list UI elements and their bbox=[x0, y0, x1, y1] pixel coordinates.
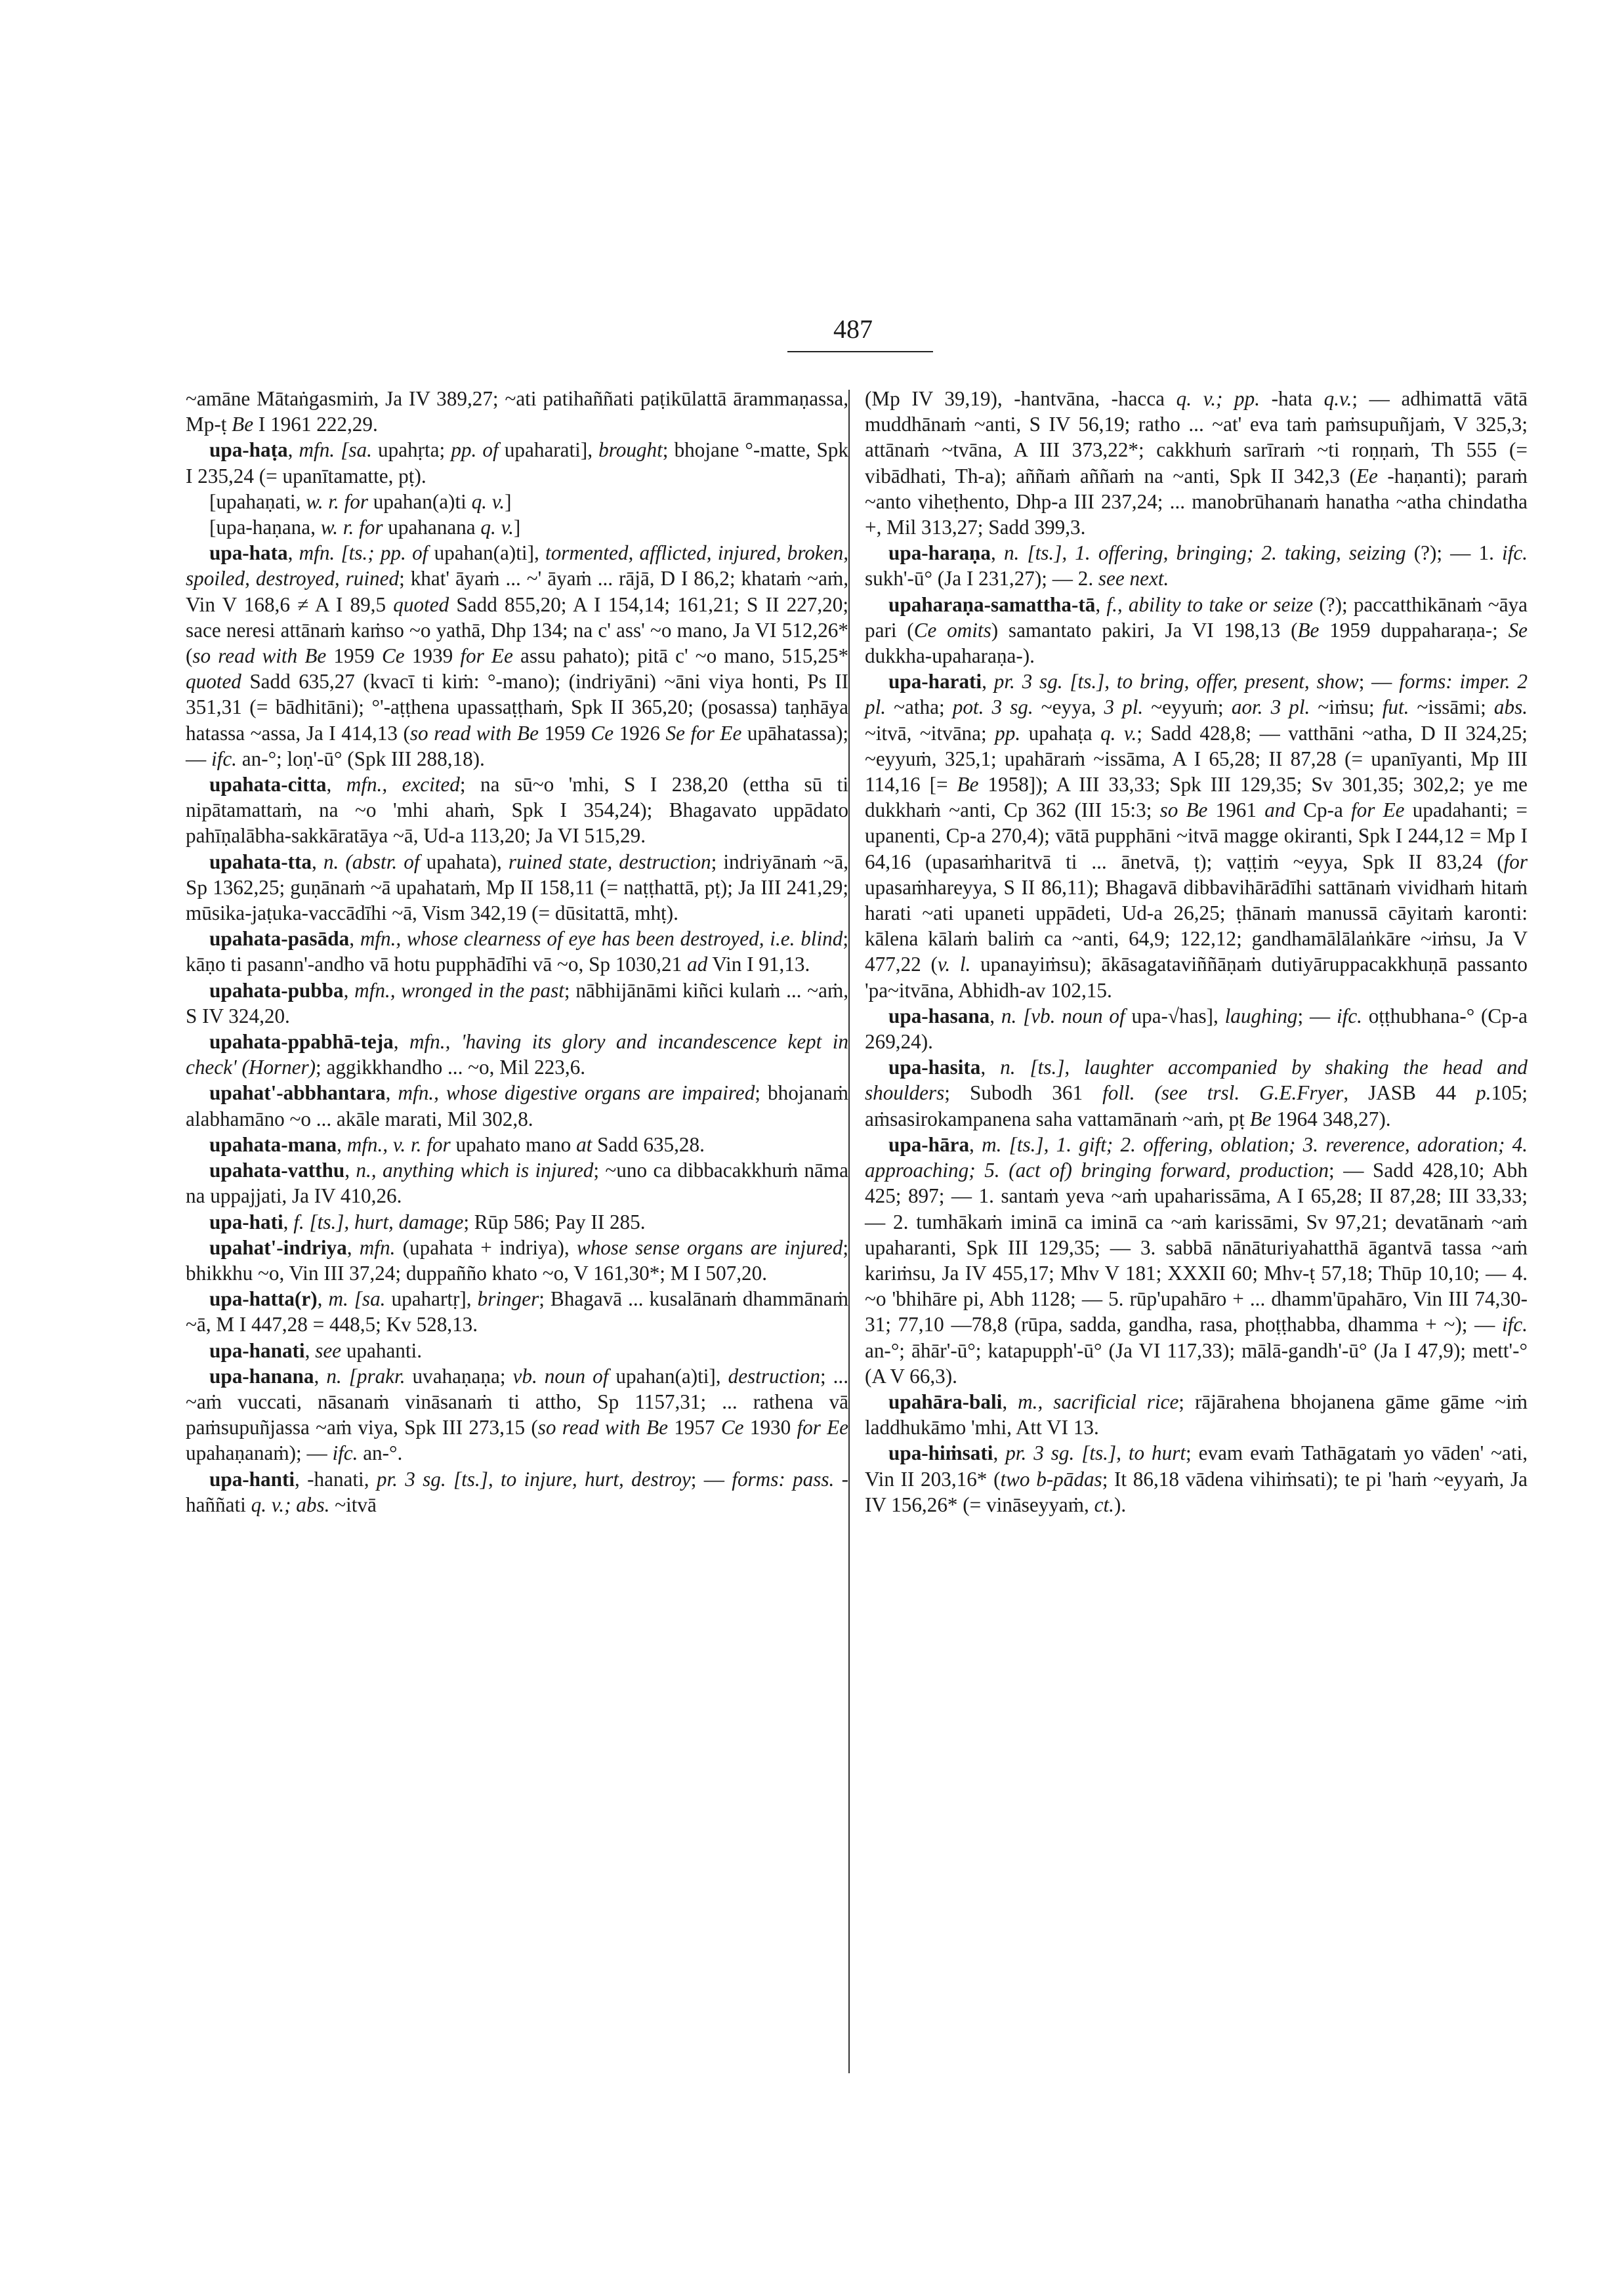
entry-headword: upa-haṭa bbox=[209, 438, 288, 462]
entry-text: aor. 3 pl. bbox=[1231, 695, 1310, 719]
entry-text: Se for Ee bbox=[665, 721, 742, 745]
entry-text: ; indriyānaṁ ~ā, Sp 1362,25; guṇānaṁ ~ā upahataṁ, Mp II 158,11 (= naṭṭhattā, pṭ); Ja III 241,29; mūsika-jaṭuka-vaccādīhi ~ā, Vism 342,19 (= dūsitattā, mhṭ). bbox=[186, 850, 848, 925]
dictionary-entry bbox=[186, 1132, 848, 1157]
entry-text: , bbox=[990, 541, 1004, 565]
entry-text: brought bbox=[598, 438, 663, 462]
entry-text: Sadd 635,28. bbox=[592, 1132, 705, 1156]
entry-text: mfn. [ts.; pp. of bbox=[299, 541, 428, 565]
entry-text: for bbox=[1503, 850, 1528, 873]
entry-text: 1958]); A III 33,33; Spk III 129,35; Sv 301,35; 302,2; ye me dukkhaṁ ~anti, Cp 362 (III 15:3; bbox=[865, 773, 1528, 822]
entry-text: n. [ts.], 1. offering, bringing; 2. taking, seizing bbox=[1003, 541, 1406, 565]
entry-text: ~itvā bbox=[329, 1493, 377, 1516]
entry-headword: upaharaṇa-samattha-tā bbox=[888, 592, 1096, 616]
entry-text: forms: imper. 2 pl. bbox=[865, 670, 1528, 719]
entry-text: pp. of bbox=[451, 438, 499, 462]
entry-text: 1926 bbox=[614, 721, 666, 745]
entry-text: ; nābhijānāmi kiñci kulaṁ ... ~aṁ, S IV 324,20. bbox=[186, 978, 849, 1027]
entry-text: 1957 bbox=[667, 1416, 721, 1439]
entry-text: ; kāṇo ti pasann'-andho vā hotu pupphādīhi vā ~o, Sp 1030,21 bbox=[186, 927, 848, 976]
entry-text: upahanti. bbox=[341, 1338, 423, 1362]
entry-text: m. [sa. bbox=[328, 1287, 386, 1311]
page-number: 487 bbox=[833, 314, 873, 344]
entry-text: ; ... ~aṁ vuccati, nāsanaṁ vināsanaṁ ti attho, Sp 1157,31; ... rathena vā paṁsupuñjassa ~aṁ viya, Spk III 273,15 ( bbox=[186, 1364, 849, 1439]
entry-text: , bbox=[337, 1132, 347, 1156]
entry-text: , bbox=[343, 978, 355, 1002]
entry-text: , bbox=[393, 1030, 409, 1054]
entry-text: , bbox=[980, 1056, 1001, 1079]
entry-text: ; — bbox=[690, 1467, 732, 1491]
entry-text: , bbox=[993, 1441, 1006, 1465]
entry-text: ; aggikkhandho ... ~o, Mil 223,6. bbox=[316, 1056, 586, 1079]
dictionary-entry bbox=[186, 1286, 848, 1337]
entry-text: upahan(a)ti], bbox=[428, 541, 546, 565]
dictionary-entry bbox=[865, 1440, 1528, 1518]
entry-text: ct. bbox=[1094, 1493, 1114, 1516]
entry-text: upadahanti; = upanenti, Cp-a 270,4); vātā pupphāni ~itvā magge okiranti, Spk I 244,12 = Mp I 64,16 (upasaṁharitvā ti ... ānetvā, ṭ); vaṭṭiṁ ~eyya, Spk II 83,24 ( bbox=[865, 798, 1528, 873]
entry-text: Se bbox=[1508, 618, 1528, 642]
entry-text: Vin I 91,13. bbox=[707, 953, 810, 976]
entry-text: mfn., whose clearness of eye has been destroyed, i.e. blind bbox=[360, 927, 843, 951]
entry-text: v. l. bbox=[937, 953, 971, 976]
entry-headword: upahata-citta bbox=[209, 773, 327, 796]
entry-text: , bbox=[311, 850, 323, 873]
dictionary-entry bbox=[186, 489, 848, 514]
dictionary-entry bbox=[186, 1466, 848, 1518]
entry-text: ~eyya, bbox=[1033, 695, 1104, 719]
entry-text: ; bhikkhu ~o, Vin III 37,24; duppañño khato ~o, V 161,30*; M I 507,20. bbox=[186, 1235, 848, 1285]
entry-text: Sadd 855,20; A I 154,14; 161,21; S II 227,20; sace neresi attānaṁ kaṁso ~o yathā, Dhp 134; na c' ass' ~o mano, Ja VI 512,26* ( bbox=[186, 592, 848, 668]
entry-text: , bbox=[287, 541, 299, 565]
dictionary-entry bbox=[186, 978, 848, 1029]
entry-text: , -hanati, bbox=[295, 1467, 377, 1491]
entry-text: , bbox=[1002, 1390, 1018, 1413]
entry-headword: upahata-pasāda bbox=[209, 927, 350, 951]
dictionary-entry bbox=[865, 1054, 1528, 1132]
entry-text: upahanana bbox=[383, 516, 481, 539]
entry-text: tormented, afflicted, injured, broken, spoiled, destroyed, ruined bbox=[186, 541, 848, 590]
dictionary-entry bbox=[865, 1132, 1528, 1389]
dictionary-entry bbox=[186, 772, 848, 849]
entry-headword: upahat'-abbhantara bbox=[209, 1081, 386, 1105]
entry-text: [upa-haṇana, bbox=[209, 516, 321, 539]
entry-text: q. v. bbox=[471, 489, 505, 513]
entry-text: ifc. bbox=[1502, 1313, 1528, 1336]
entry-text: pr. 3 sg. [ts.], to hurt bbox=[1005, 1441, 1186, 1465]
entry-text: fut. bbox=[1382, 695, 1409, 719]
entry-text: ; na sū~o 'mhi, S I 238,20 (ettha sū ti nipātamattaṁ, na ~o 'mhi ahaṁ, Spk I 354,24); Bhagavato uppādato pahīṇalābha-sakkāratāya ~ā, Ud-a 113,20; Ja VI 515,29. bbox=[186, 773, 848, 848]
entry-text: vb. noun of bbox=[512, 1364, 609, 1388]
entry-text: an-°; loṇ'-ū° (Spk III 288,18). bbox=[236, 747, 485, 770]
left-column bbox=[186, 386, 848, 1518]
entry-text: ) samantato pakiri, Ja VI 198,13 ( bbox=[991, 618, 1298, 642]
entry-text: ~itvā, ~itvāna; bbox=[865, 721, 995, 745]
entry-text: , bbox=[287, 438, 299, 462]
entry-text: ifc. bbox=[332, 1441, 358, 1465]
entry-text: Ce omits bbox=[913, 618, 991, 642]
entry-headword: upa-hatta(r) bbox=[209, 1287, 318, 1311]
entry-headword: upahāra-bali bbox=[888, 1390, 1003, 1413]
entry-text: so read with Be bbox=[537, 1416, 668, 1439]
entry-text: p. bbox=[1476, 1081, 1491, 1105]
entry-text: n. [prakr. bbox=[326, 1364, 406, 1388]
entry-text: oṭṭhubhana-° (Cp-a 269,24). bbox=[865, 1004, 1528, 1054]
entry-text: , bbox=[314, 1364, 327, 1388]
entry-text: mfn., wronged in the past bbox=[354, 978, 564, 1002]
entry-headword: upahata-pubba bbox=[209, 978, 344, 1002]
entry-text: foll. (see trsl. G.E.Fryer bbox=[1102, 1081, 1344, 1105]
entry-text: f. [ts.], hurt, damage bbox=[293, 1210, 464, 1233]
entry-headword: upahata-mana bbox=[209, 1132, 337, 1156]
entry-text: ; — bbox=[1297, 1004, 1337, 1027]
entry-text: for Ee bbox=[460, 644, 513, 668]
entry-text: 105; aṁsasirokampanena saha vattamānaṁ ~aṁ, pṭ bbox=[865, 1081, 1528, 1130]
entry-text: bringer bbox=[477, 1287, 539, 1311]
entry-text: ] bbox=[513, 516, 521, 539]
entry-headword: upa-hanati bbox=[209, 1338, 305, 1362]
dictionary-entry bbox=[865, 1389, 1528, 1440]
entry-text: quoted bbox=[186, 670, 241, 693]
entry-text: I 1961 222,29. bbox=[253, 413, 378, 436]
entry-text: and bbox=[1264, 798, 1295, 822]
entry-text: Sadd 635,27 (kvacī ti kiṁ: °-mano); (indriyāni) ~āni viya honti, Ps II 351,31 (= bādhitāni); °'-aṭṭhena upassaṭṭhaṁ, Spk II 365,20; (posassa) taṇhāya hatassa ~assa, Ja I 414,13 ( bbox=[186, 670, 848, 745]
entry-text: -haññati bbox=[186, 1467, 849, 1516]
entry-text: upahṛta; bbox=[371, 438, 451, 462]
entry-text: see bbox=[315, 1338, 342, 1362]
entry-text: see next. bbox=[1098, 567, 1169, 590]
entry-text: so Be bbox=[1159, 798, 1208, 822]
entry-text: pp. bbox=[995, 721, 1021, 745]
entry-headword: upahata-vatthu bbox=[209, 1159, 345, 1182]
entry-text: upahaṇanaṁ); — bbox=[186, 1441, 333, 1465]
entry-headword: upa-hasita bbox=[888, 1056, 981, 1079]
entry-text: ~atha; bbox=[886, 695, 953, 719]
entry-text: -haṇanti); paraṁ ~anto viheṭhento, Dhp-a III 237,24; ... manobrūhanaṁ hanatha ~atha chindatha +, Mil 313,27; Sadd 399,3. bbox=[865, 464, 1528, 539]
entry-text: upahan(a)ti], bbox=[608, 1364, 728, 1388]
entry-text: , bbox=[969, 1132, 982, 1156]
entry-text: ifc. bbox=[1336, 1004, 1362, 1027]
entry-text: w. r. for bbox=[306, 489, 368, 513]
right-column bbox=[865, 386, 1528, 1518]
entry-text: for Ee bbox=[797, 1416, 848, 1439]
entry-text: , bbox=[1095, 592, 1107, 616]
entry-text: , bbox=[317, 1287, 329, 1311]
entry-text: 3 pl. bbox=[1104, 695, 1144, 719]
entry-text: , bbox=[989, 1004, 1001, 1027]
entry-text: assu pahato); pitā c' ~o mano, 515,25* bbox=[512, 644, 849, 668]
entry-text: ; Sadd 428,8; — vatthāni ~atha, D II 324,25; ~eyyuṁ, 325,1; upahāraṁ ~issāma, A I 65,28; II 87,28 (= upanīyanti, Mp III 114,16 [= bbox=[865, 721, 1528, 796]
entry-text: whose sense organs are injured bbox=[576, 1235, 843, 1259]
entry-headword: upahat'-indriya bbox=[209, 1235, 347, 1259]
entry-text: upahata), bbox=[419, 850, 509, 873]
dictionary-entry bbox=[186, 1157, 848, 1209]
entry-headword: upa-hasana bbox=[888, 1004, 990, 1027]
entry-text: Cp-a bbox=[1295, 798, 1352, 822]
entry-text: laughing bbox=[1224, 1004, 1298, 1027]
entry-text: 1930 bbox=[743, 1416, 797, 1439]
entry-text: 1959 duppaharaṇa-; bbox=[1319, 618, 1509, 642]
entry-text: mfn., excited bbox=[346, 773, 460, 796]
entry-text: , bbox=[326, 773, 346, 796]
entry-text: two b-pādas bbox=[1000, 1467, 1102, 1491]
entry-text: so read with Be bbox=[409, 721, 539, 745]
entry-text: mfn., whose digestive organs are impaired bbox=[398, 1081, 755, 1105]
entry-text: upahato mano bbox=[450, 1132, 577, 1156]
entry-text: 1961 bbox=[1207, 798, 1265, 822]
entry-text: upahartṛ], bbox=[385, 1287, 478, 1311]
entry-text: forms: pass. bbox=[732, 1467, 835, 1491]
entry-text: upasaṁhareyya, S II 86,11); Bhagavā dibbavihārādīhi sattānaṁ vividhaṁ hitaṁ harati ~ati upaneti uppādeti, Ud-a 26,25; ṭhānaṁ manussā cāyitaṁ karonti: kālena kālaṁ baliṁ ca ~anti, 64,9; 122,12; gandhamālālaṅkāre ~iṁsu, Ja V 477,22 ( bbox=[865, 875, 1528, 976]
column-divider bbox=[848, 390, 850, 2073]
entry-text: n. (abstr. of bbox=[323, 850, 420, 873]
entry-text: q. v.; abs. bbox=[251, 1493, 330, 1516]
entry-text: quoted bbox=[393, 592, 449, 616]
entry-text: , bbox=[304, 1338, 316, 1362]
entry-text: ; bhojanaṁ alabhamāno ~o ... akāle marati, Mil 302,8. bbox=[186, 1081, 848, 1130]
entry-text: Be bbox=[1297, 618, 1320, 642]
entry-headword: upahata-ppabhā-teja bbox=[209, 1030, 394, 1054]
page-number-rule bbox=[787, 351, 933, 352]
entry-text: ; ~uno ca dibbacakkhuṁ nāma na uppajjati, Ja IV 410,26. bbox=[186, 1159, 848, 1208]
entry-text: n. [ts.], laughter accompanied by shaking the head and shoulders bbox=[865, 1056, 1528, 1105]
entry-text: upahaṭa bbox=[1020, 721, 1101, 745]
entry-text: , bbox=[344, 1159, 356, 1182]
entry-text: dukkha-upaharaṇa-). bbox=[865, 644, 1035, 668]
entry-text: ~iṁsu; bbox=[1310, 695, 1383, 719]
dictionary-entry bbox=[186, 540, 848, 772]
entry-text: an-°; āhār'-ū°; katapupph'-ū° (Ja VI 117,33); mālā-gandh'-ū° (Ja I 47,9); mett'-° (A V 66,3). bbox=[865, 1338, 1528, 1388]
dictionary-entry bbox=[865, 592, 1528, 669]
entry-headword: upa-hanti bbox=[209, 1467, 295, 1491]
entry-text: upaharati], bbox=[498, 438, 599, 462]
entry-text: ad bbox=[686, 953, 708, 976]
entry-text: q.v. bbox=[1323, 387, 1352, 410]
dictionary-entry bbox=[186, 1080, 848, 1131]
entry-text: m. [ts.], 1. gift; 2. offering, oblation; 3. reverence, adoration; 4. approaching; 5. (act of) bringing forward, production bbox=[865, 1132, 1528, 1182]
entry-text: -hata bbox=[1260, 387, 1324, 410]
dictionary-entry bbox=[865, 540, 1528, 591]
entry-text: ; It 86,18 vādena vihiṁsati); te pi 'haṁ ~eyyaṁ, Ja IV 156,26* (= vināseyyaṁ, bbox=[865, 1467, 1528, 1516]
entry-text: (Mp IV 39,19), -hantvāna, -hacca bbox=[865, 387, 1176, 410]
dictionary-entry bbox=[186, 1235, 848, 1286]
dictionary-entry bbox=[865, 669, 1528, 1003]
entry-headword: upa-harati bbox=[888, 670, 982, 693]
entry-text: upahan(a)ti bbox=[367, 489, 472, 513]
entry-text: uvahaṇaṇa; bbox=[405, 1364, 513, 1388]
entry-text: mfn., v. r. for bbox=[346, 1132, 451, 1156]
entry-text: ; Bhagavā ... kusalānaṁ dhammānaṁ ~ā, M I 447,28 = 448,5; Kv 528,13. bbox=[186, 1287, 848, 1336]
entry-text: (?); — 1. bbox=[1405, 541, 1503, 565]
entry-text: pr. 3 sg. [ts.], to injure, hurt, destroy bbox=[376, 1467, 691, 1491]
entry-text: ruined state, destruction bbox=[508, 850, 711, 873]
entry-text: ; evam evaṁ Tathāgataṁ yo vāden' ~ati, Vin II 203,16* ( bbox=[865, 1441, 1528, 1491]
entry-text: ~issāmi; bbox=[1409, 695, 1494, 719]
dictionary-entry bbox=[186, 386, 848, 437]
entry-text: pr. 3 sg. [ts.], to bring, offer, present, show bbox=[993, 670, 1359, 693]
entry-text: destruction bbox=[728, 1364, 820, 1388]
entry-headword: upa-haraṇa bbox=[888, 541, 991, 565]
entry-text: abs. bbox=[1493, 695, 1528, 719]
dictionary-entry bbox=[186, 926, 848, 977]
entry-text: (?); paccatthikānaṁ ~āya pari ( bbox=[865, 592, 1528, 642]
dictionary-entry bbox=[186, 1338, 848, 1363]
entry-text: 1959 bbox=[326, 644, 382, 668]
dictionary-entry bbox=[865, 1003, 1528, 1054]
entry-text: Ce bbox=[381, 644, 405, 668]
dictionary-entry bbox=[186, 1029, 848, 1080]
entry-text: ifc. bbox=[1502, 541, 1528, 565]
entry-text: 1959 bbox=[538, 721, 591, 745]
entry-text: q. v. bbox=[480, 516, 514, 539]
entry-text: ; — bbox=[1358, 670, 1400, 693]
entry-text: upa-√has], bbox=[1125, 1004, 1225, 1027]
dictionary-entry bbox=[186, 1209, 848, 1235]
entry-text: upāhatassa); — bbox=[186, 721, 849, 770]
dictionary-entry bbox=[186, 437, 848, 488]
dictionary-entry bbox=[865, 386, 1528, 540]
entry-text: Ce bbox=[591, 721, 614, 745]
entry-text: ; rājārahena bhojanena gāme gāme ~iṁ laddhukāmo 'mhi, Att VI 13. bbox=[865, 1390, 1528, 1439]
entry-text: Be bbox=[957, 773, 979, 796]
entry-headword: upa-hati bbox=[209, 1210, 283, 1233]
entry-text: sukh'-ū° (Ja I 231,27); — 2. bbox=[865, 567, 1098, 590]
entry-text: ). bbox=[1114, 1493, 1127, 1516]
dictionary-entry bbox=[186, 849, 848, 926]
entry-text: Be bbox=[1249, 1107, 1272, 1130]
entry-text: pot. 3 sg. bbox=[952, 695, 1033, 719]
entry-text: m., sacrificial rice bbox=[1018, 1390, 1179, 1413]
entry-text: n. [vb. noun of bbox=[1001, 1004, 1125, 1027]
entry-text: ] bbox=[505, 489, 512, 513]
dictionary-entry bbox=[186, 1363, 848, 1466]
entry-text: f., ability to take or seize bbox=[1106, 592, 1314, 616]
entry-text: q. v. bbox=[1100, 721, 1137, 745]
entry-text: ; bhojane °-matte, Spk I 235,24 (= upanītamatte, pṭ). bbox=[186, 438, 848, 487]
entry-text: ~eyyuṁ; bbox=[1143, 695, 1232, 719]
entry-text: Ee bbox=[1356, 464, 1378, 487]
entry-text: [upahaṇati, bbox=[209, 489, 306, 513]
entry-text: , bbox=[385, 1081, 398, 1105]
entry-text: mfn. [sa. bbox=[299, 438, 372, 462]
entry-text: ; — Sadd 428,10; Abh 425; 897; — 1. santaṁ yeva ~aṁ upaharissāma, A I 65,28; II 87,28; III 33,33; — 2. tumhākaṁ iminā ca iminā ca ~aṁ karissāmi, Sv 97,21; devatānaṁ ~aṁ upaharanti, Spk III 129,35; — 3. sabbā nānāturiyahatthā āgantvā tassa ~aṁ kariṁsu, Ja IV 455,17; Mhv V 181; XXXII 60; Mhv-ṭ 57,18; Thūp 10,10; — 4. ~o 'bhihāre pi, Abh 1128; — 5. rūp'upahāro + ... dhamm'ūpahāro, Vin III 74,30-31; 77,10 —78,8 (rūpa, sadda, gandha, rasa, phoṭṭhabba, dhamma + ~); — bbox=[865, 1159, 1528, 1336]
entry-text: ifc. bbox=[211, 747, 237, 770]
entry-text: so read with Be bbox=[192, 644, 327, 668]
entry-headword: upa-hanana bbox=[209, 1364, 314, 1388]
entry-text: ; Subodh 361 bbox=[944, 1081, 1103, 1105]
entry-text: , bbox=[349, 927, 360, 951]
entry-text: ; — adhimattā vātā muddhānaṁ ~anti, S IV 56,19; ratho ... ~at' eva taṁ paṁsupuñjaṁ, V 325,3; attānaṁ ~tvāna, A III 373,22*; cakkhuṁ sarīraṁ ~ti roṇṇaṁ, Th 555 (= vibādhati, Th-a); aññaṁ aññaṁ na ~anti, Spk II 342,3 ( bbox=[865, 387, 1528, 487]
entry-text: at bbox=[576, 1132, 593, 1156]
entry-text: ~amāne Mātaṅgasmiṁ, Ja IV 389,27; ~ati patihaññati paṭikūlattā ārammaṇassa, Mp-ṭ bbox=[186, 387, 848, 436]
entry-headword: upa-hiṁsati bbox=[888, 1441, 993, 1465]
entry-text: an-°. bbox=[358, 1441, 403, 1465]
dictionary-entry bbox=[186, 514, 848, 540]
entry-text: 1939 bbox=[404, 644, 461, 668]
entry-text: Be bbox=[232, 413, 254, 436]
entry-text: mfn. bbox=[359, 1235, 396, 1259]
entry-text: mfn., 'having its glory and incandescence kept in check' (Horner) bbox=[186, 1030, 848, 1079]
entry-text: , bbox=[283, 1210, 294, 1233]
entry-text: Ce bbox=[720, 1416, 744, 1439]
entry-text: w. r. for bbox=[320, 516, 383, 539]
entry-text: upanayiṁsu); ākāsagataviññāṇaṁ dutiyāruppacakkhuṇā passanto 'pa~itvāna, Abhidh-av 102,15. bbox=[865, 953, 1528, 1002]
entry-text: 1964 348,27). bbox=[1271, 1107, 1391, 1130]
entry-headword: upa-hāra bbox=[888, 1132, 970, 1156]
entry-text: for Ee bbox=[1351, 798, 1405, 822]
entry-text: , bbox=[982, 670, 994, 693]
entry-text: ; khat' āyaṁ ... ~' āyaṁ ... rājā, D I 86,2; khataṁ ~aṁ, Vin V 168,6 ≠ A I 89,5 bbox=[186, 567, 849, 616]
entry-headword: upahata-tta bbox=[209, 850, 312, 873]
entry-text: q. v.; pp. bbox=[1176, 387, 1260, 410]
entry-text: (upahata + indriya), bbox=[395, 1235, 577, 1259]
entry-text: ; Rūp 586; Pay II 285. bbox=[463, 1210, 646, 1233]
entry-text: , JASB 44 bbox=[1343, 1081, 1476, 1105]
entry-headword: upa-hata bbox=[209, 541, 288, 565]
entry-text: n., anything which is injured bbox=[356, 1159, 594, 1182]
entry-text: , bbox=[346, 1235, 360, 1259]
